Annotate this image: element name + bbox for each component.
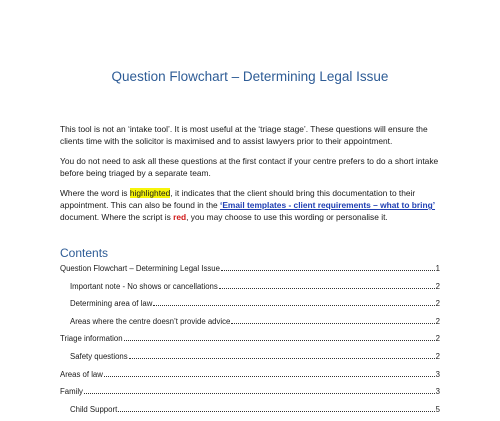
- table-of-contents: [60, 263, 440, 421]
- toc-entry-label: Areas of law: [60, 369, 103, 379]
- toc-entry[interactable]: [60, 386, 440, 397]
- toc-page-number: 2: [435, 281, 440, 291]
- toc-page-number: 2: [435, 351, 440, 361]
- intro-paragraph-2: You do not need to ask all these questions at the first contact if your centre prefers to do a short intake before being triaged by a separate team.: [60, 155, 439, 179]
- toc-entry[interactable]: [60, 351, 440, 362]
- toc-entry-label: Areas where the centre doesn’t provide advice: [70, 316, 231, 326]
- toc-leader-dots: [124, 333, 435, 341]
- toc-entry[interactable]: [60, 316, 440, 327]
- toc-entry-label: Determining area of law: [70, 299, 153, 309]
- toc-page-number: 5: [435, 404, 440, 414]
- intro-text: , you may choose to use this wording or personalise it.: [186, 212, 388, 223]
- toc-leader-dots: [84, 386, 435, 394]
- toc-page-number: 1: [435, 264, 440, 273]
- toc-entry[interactable]: [60, 281, 440, 292]
- intro-text: document. Where the script is: [60, 212, 174, 223]
- toc-entry[interactable]: [60, 263, 440, 274]
- toc-entry-label: Family: [60, 387, 83, 397]
- toc-leader-dots: [231, 316, 434, 324]
- toc-page-number: 2: [435, 316, 440, 326]
- toc-leader-dots: [129, 351, 435, 359]
- document-title: Question Flowchart – Determining Legal Issue: [111, 69, 389, 84]
- toc-page-number: 3: [435, 369, 440, 379]
- toc-page-number: 3: [435, 387, 440, 397]
- toc-leader-dots: [219, 281, 435, 289]
- intro-paragraph-3: [60, 187, 444, 224]
- toc-entry-label: Important note - No shows or cancellations: [70, 281, 218, 291]
- toc-page-number: 2: [435, 334, 440, 344]
- toc-entry-label: Child Support: [70, 404, 118, 414]
- toc-leader-dots: [118, 404, 434, 412]
- highlighted-word: highlighted: [129, 187, 171, 198]
- toc-entry[interactable]: [60, 298, 440, 309]
- toc-entry-label: Safety questions: [70, 351, 128, 361]
- toc-entry-label: Triage information: [60, 334, 123, 344]
- toc-leader-dots: [104, 369, 435, 377]
- email-templates-link[interactable]: ‘Email templates - client requirements – what to bring’: [220, 200, 436, 211]
- toc-page-number: 2: [435, 299, 440, 309]
- contents-heading: Contents: [60, 246, 109, 260]
- toc-leader-dots: [221, 263, 435, 271]
- toc-entry[interactable]: [60, 369, 440, 380]
- toc-entry[interactable]: [60, 333, 440, 344]
- toc-leader-dots: [153, 298, 434, 306]
- red-word: red: [173, 212, 187, 223]
- intro-text: Where the word is: [60, 187, 130, 198]
- intro-paragraph-1: This tool is not an ‘intake tool’. It is most useful at the ‘triage stage’. These questions will ensure the clients time with the solicitor is maximised and to assist lawyers prior to their appointment.: [60, 124, 428, 147]
- toc-entry-label: Question Flowchart – Determining Legal Issue: [60, 264, 220, 273]
- intro-section: [60, 123, 444, 231]
- toc-entry[interactable]: [60, 404, 440, 415]
- intro-text: , it indicates that the client should bring this documentation to their appointment. This can also be found in the: [60, 187, 416, 211]
